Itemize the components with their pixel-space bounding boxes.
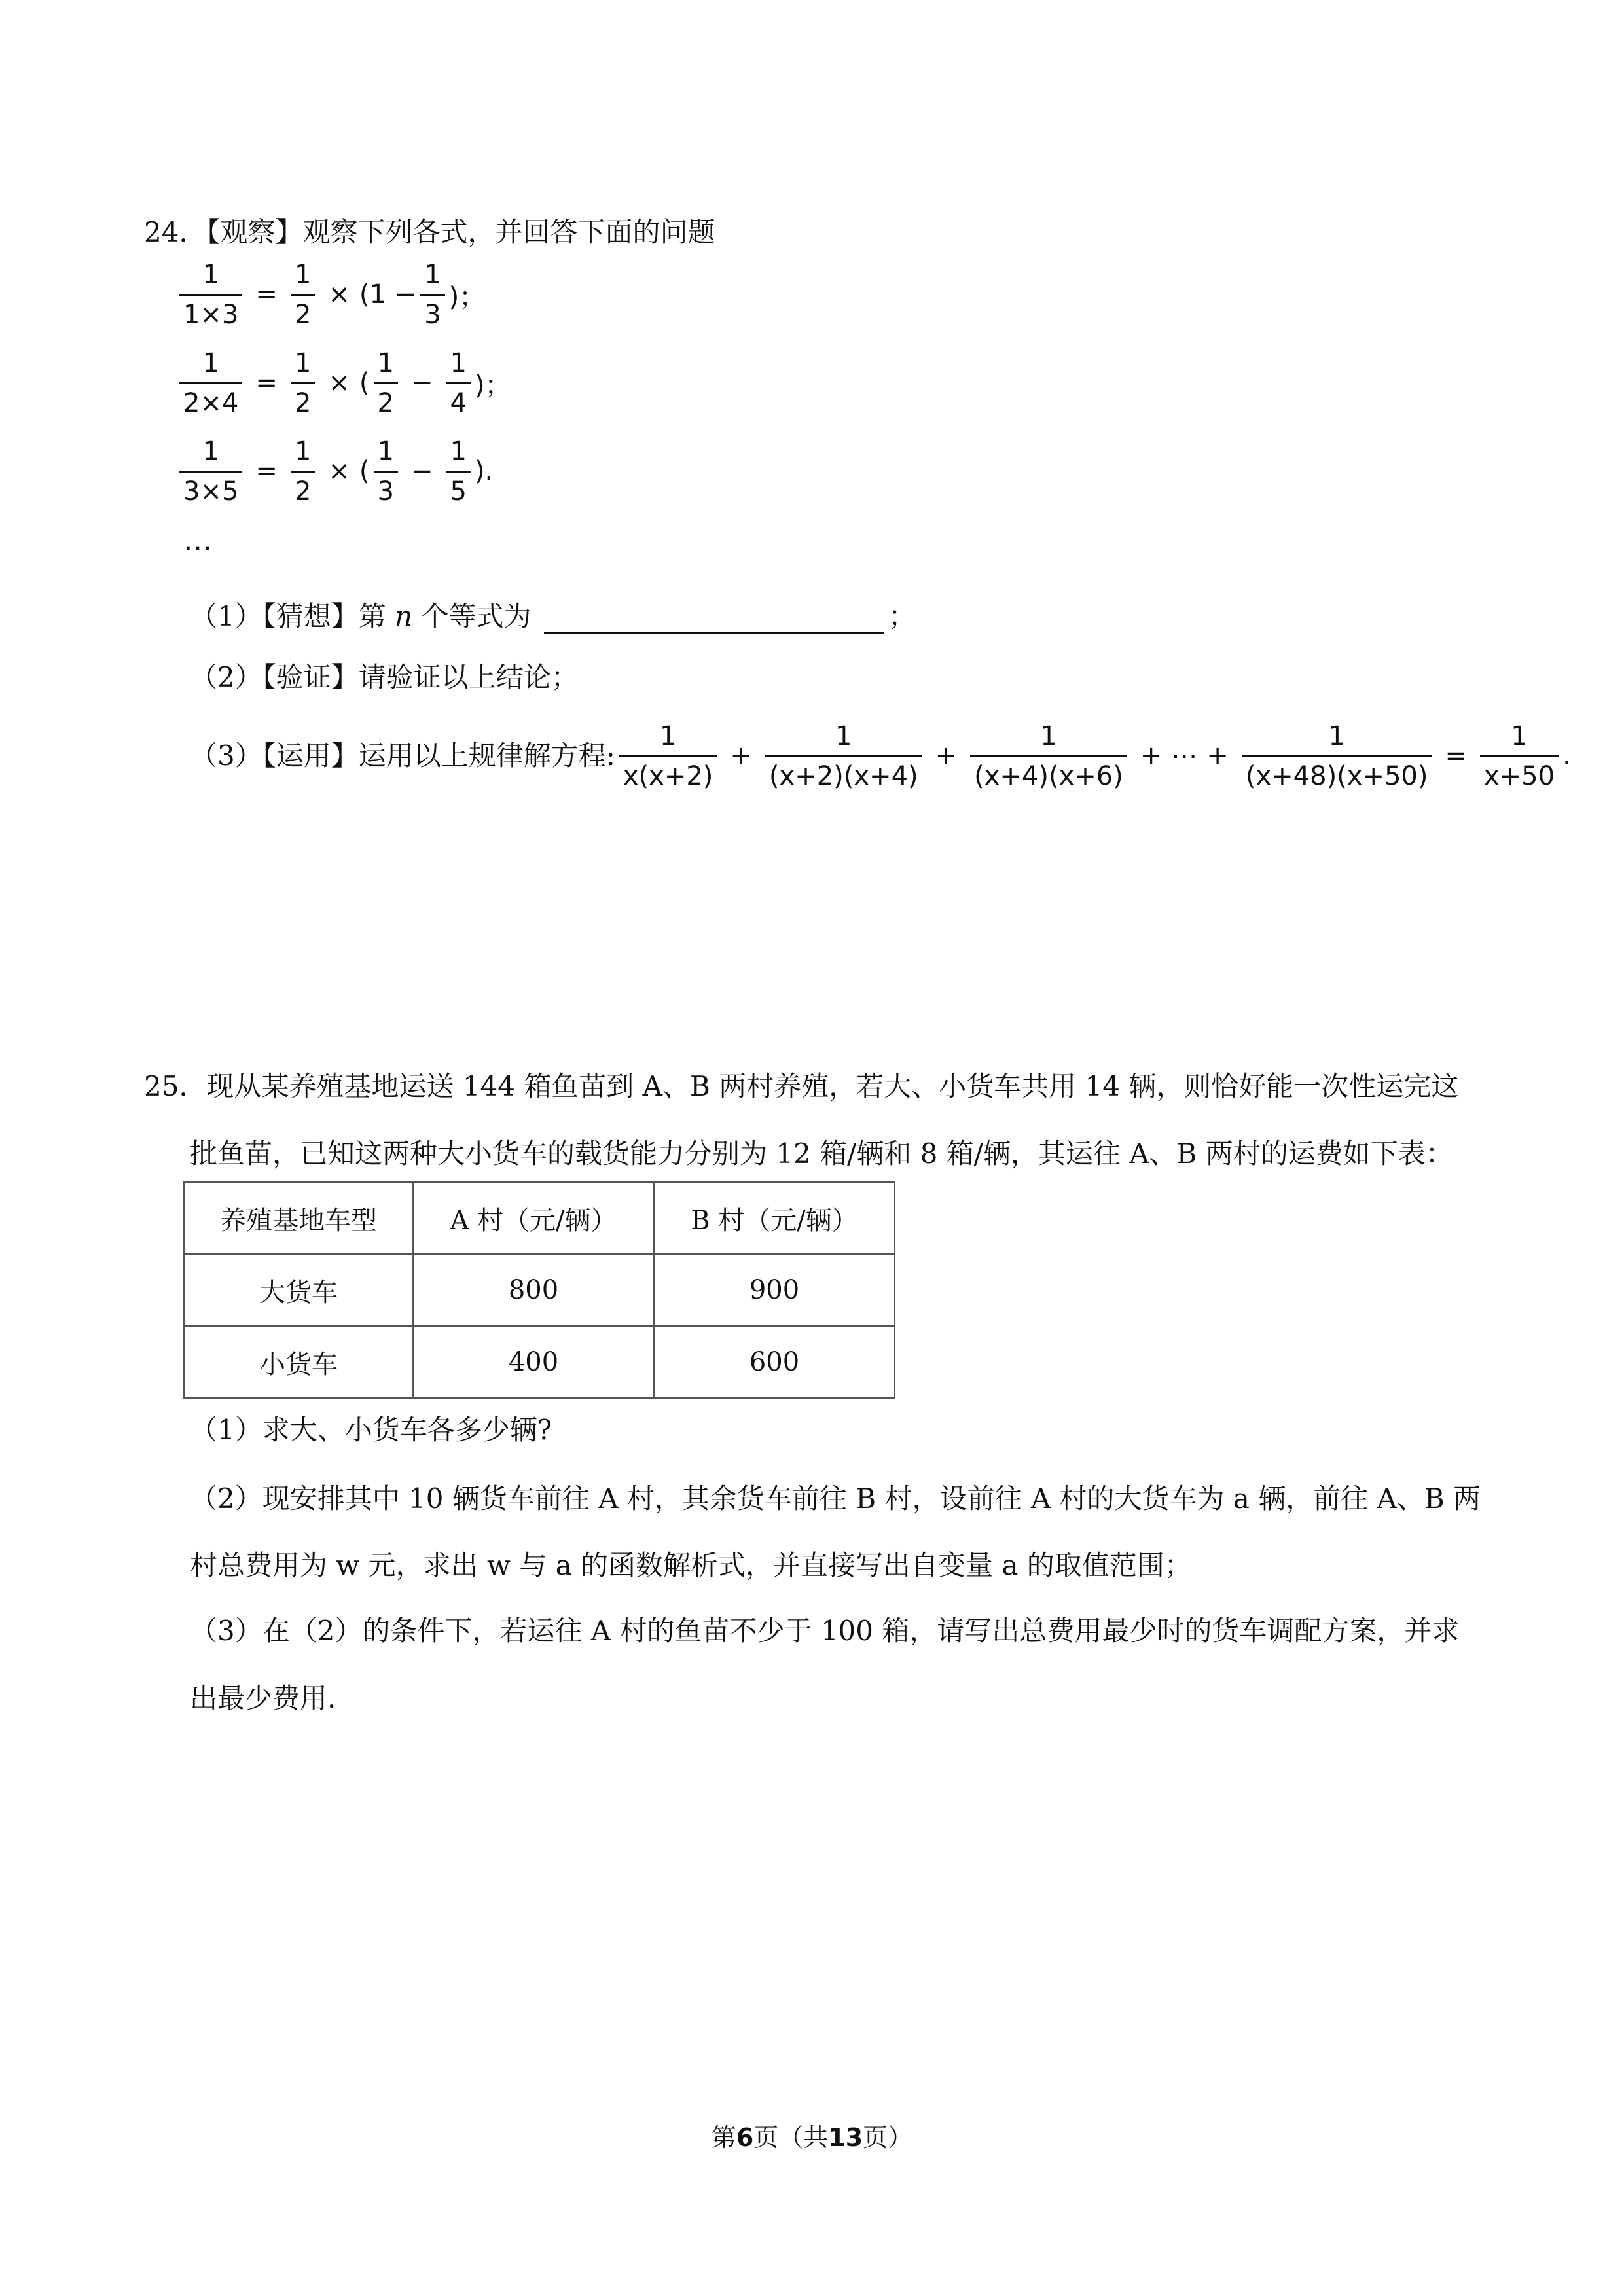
- fraction: $\frac{1}{2}$: [291, 437, 315, 507]
- table-header: 养殖基地车型: [184, 1182, 413, 1254]
- table-cell: 400: [413, 1326, 654, 1398]
- page-footer: 第6页（共13页）: [711, 2123, 913, 2152]
- table-cell: 600: [654, 1326, 895, 1398]
- q25-line-1: 25．现从某养殖基地运送 144 箱鱼苗到 A、B 两村养殖，若大、小货车共用 14 辆，则恰好能一次性运完这: [144, 1070, 1459, 1102]
- table-cell: 大货车: [184, 1254, 413, 1326]
- ellipsis: …: [183, 524, 212, 557]
- page-total: 13: [828, 2123, 863, 2152]
- q25-part-3-line-1: （3）在（2）的条件下，若运往 A 村的鱼苗不少于 100 箱，请写出总费用最少时的货车调配方案，并求: [190, 1615, 1460, 1647]
- table-cell: 800: [413, 1254, 654, 1326]
- fraction: $\frac{1}{(x+48)(x+50)}$: [1242, 721, 1432, 791]
- freight-table: [183, 1181, 895, 1399]
- fraction: $\frac{1}{3}$: [420, 260, 444, 330]
- fraction: $\frac{1}{x+50}$: [1480, 721, 1559, 791]
- q25-part-2-line-2: 村总费用为 w 元，求出 w 与 a 的函数解析式，并直接写出自变量 a 的取值范围；: [190, 1549, 1192, 1581]
- fraction: $\frac{1}{2\times 4}$: [179, 348, 242, 418]
- q24-part-1: （1）【猜想】第 n 个等式为 ；: [190, 597, 916, 636]
- fraction: $\frac{1}{3}$: [374, 437, 398, 507]
- q25-part-2-line-1: （2）现安排其中 10 辆货车前往 A 村，其余货车前往 B 村，设前往 A 村的大货车为 a 辆，前往 A、B 两: [190, 1482, 1481, 1515]
- table-header-row: [184, 1182, 895, 1254]
- q24-part-2: （2）【验证】请验证以上结论；: [190, 661, 579, 693]
- q25-part-1: （1）求大、小货车各多少辆?: [190, 1414, 552, 1446]
- table-row: [184, 1326, 895, 1398]
- fraction: $\frac{1}{2}$: [291, 348, 315, 418]
- table-cell: 小货车: [184, 1326, 413, 1398]
- fraction: $\frac{1}{2}$: [374, 348, 398, 418]
- fraction: $\frac{1}{5}$: [446, 437, 470, 507]
- q24-equation-2: $\frac{1}{2\times 4}$ = $\frac{1}{2}$ × ( $\frac{1}{2}$ − $\frac{1}{4}$ )；: [175, 337, 511, 429]
- fraction: $\frac{1}{1\times 3}$: [179, 260, 242, 330]
- answer-blank[interactable]: [544, 603, 884, 634]
- table-row: [184, 1254, 895, 1326]
- fraction: $\frac{1}{4}$: [446, 348, 470, 418]
- q25-line-2: 批鱼苗，已知这两种大小货车的载货能力分别为 12 箱/辆和 8 箱/辆，其运往 A、B 两村的运费如下表：: [190, 1138, 1453, 1170]
- fraction: $\frac{1}{(x+4)(x+6)}$: [970, 721, 1127, 791]
- fraction: $\frac{1}{2}$: [291, 260, 315, 330]
- table-header: A 村（元/辆）: [413, 1182, 654, 1254]
- fraction: $\frac{1}{(x+2)(x+4)}$: [765, 721, 922, 791]
- page-number: 6: [736, 2123, 754, 2152]
- q24-equation-1: $\frac{1}{1\times 3}$ = $\frac{1}{2}$ × (1 − $\frac{1}{3}$ )；: [175, 249, 485, 340]
- table-header: B 村（元/辆）: [654, 1182, 895, 1254]
- fraction: $\frac{1}{3\times 5}$: [179, 437, 242, 507]
- fraction: $\frac{1}{x(x+2)}$: [619, 721, 717, 791]
- table-cell: 900: [654, 1254, 895, 1326]
- q25-part-3-line-2: 出最少费用.: [190, 1682, 336, 1714]
- q24-heading: 24．【观察】观察下列各式，并回答下面的问题: [144, 216, 715, 248]
- q24-equation-3: $\frac{1}{3\times 5}$ = $\frac{1}{2}$ × ( $\frac{1}{3}$ − $\frac{1}{5}$ ).: [175, 425, 493, 517]
- q24-part-3: （3）【运用】运用以上规律解方程: $\frac{1}{x(x+2)}$ + $\frac{1}{(x+2)(x+4)}$ + $\frac{1}{(x+4)(x+6)}$ + ⋯ + $\frac{1}{(x+48)(x+50)}$ = $\frac{1}{x+50}$ .: [190, 721, 1571, 791]
